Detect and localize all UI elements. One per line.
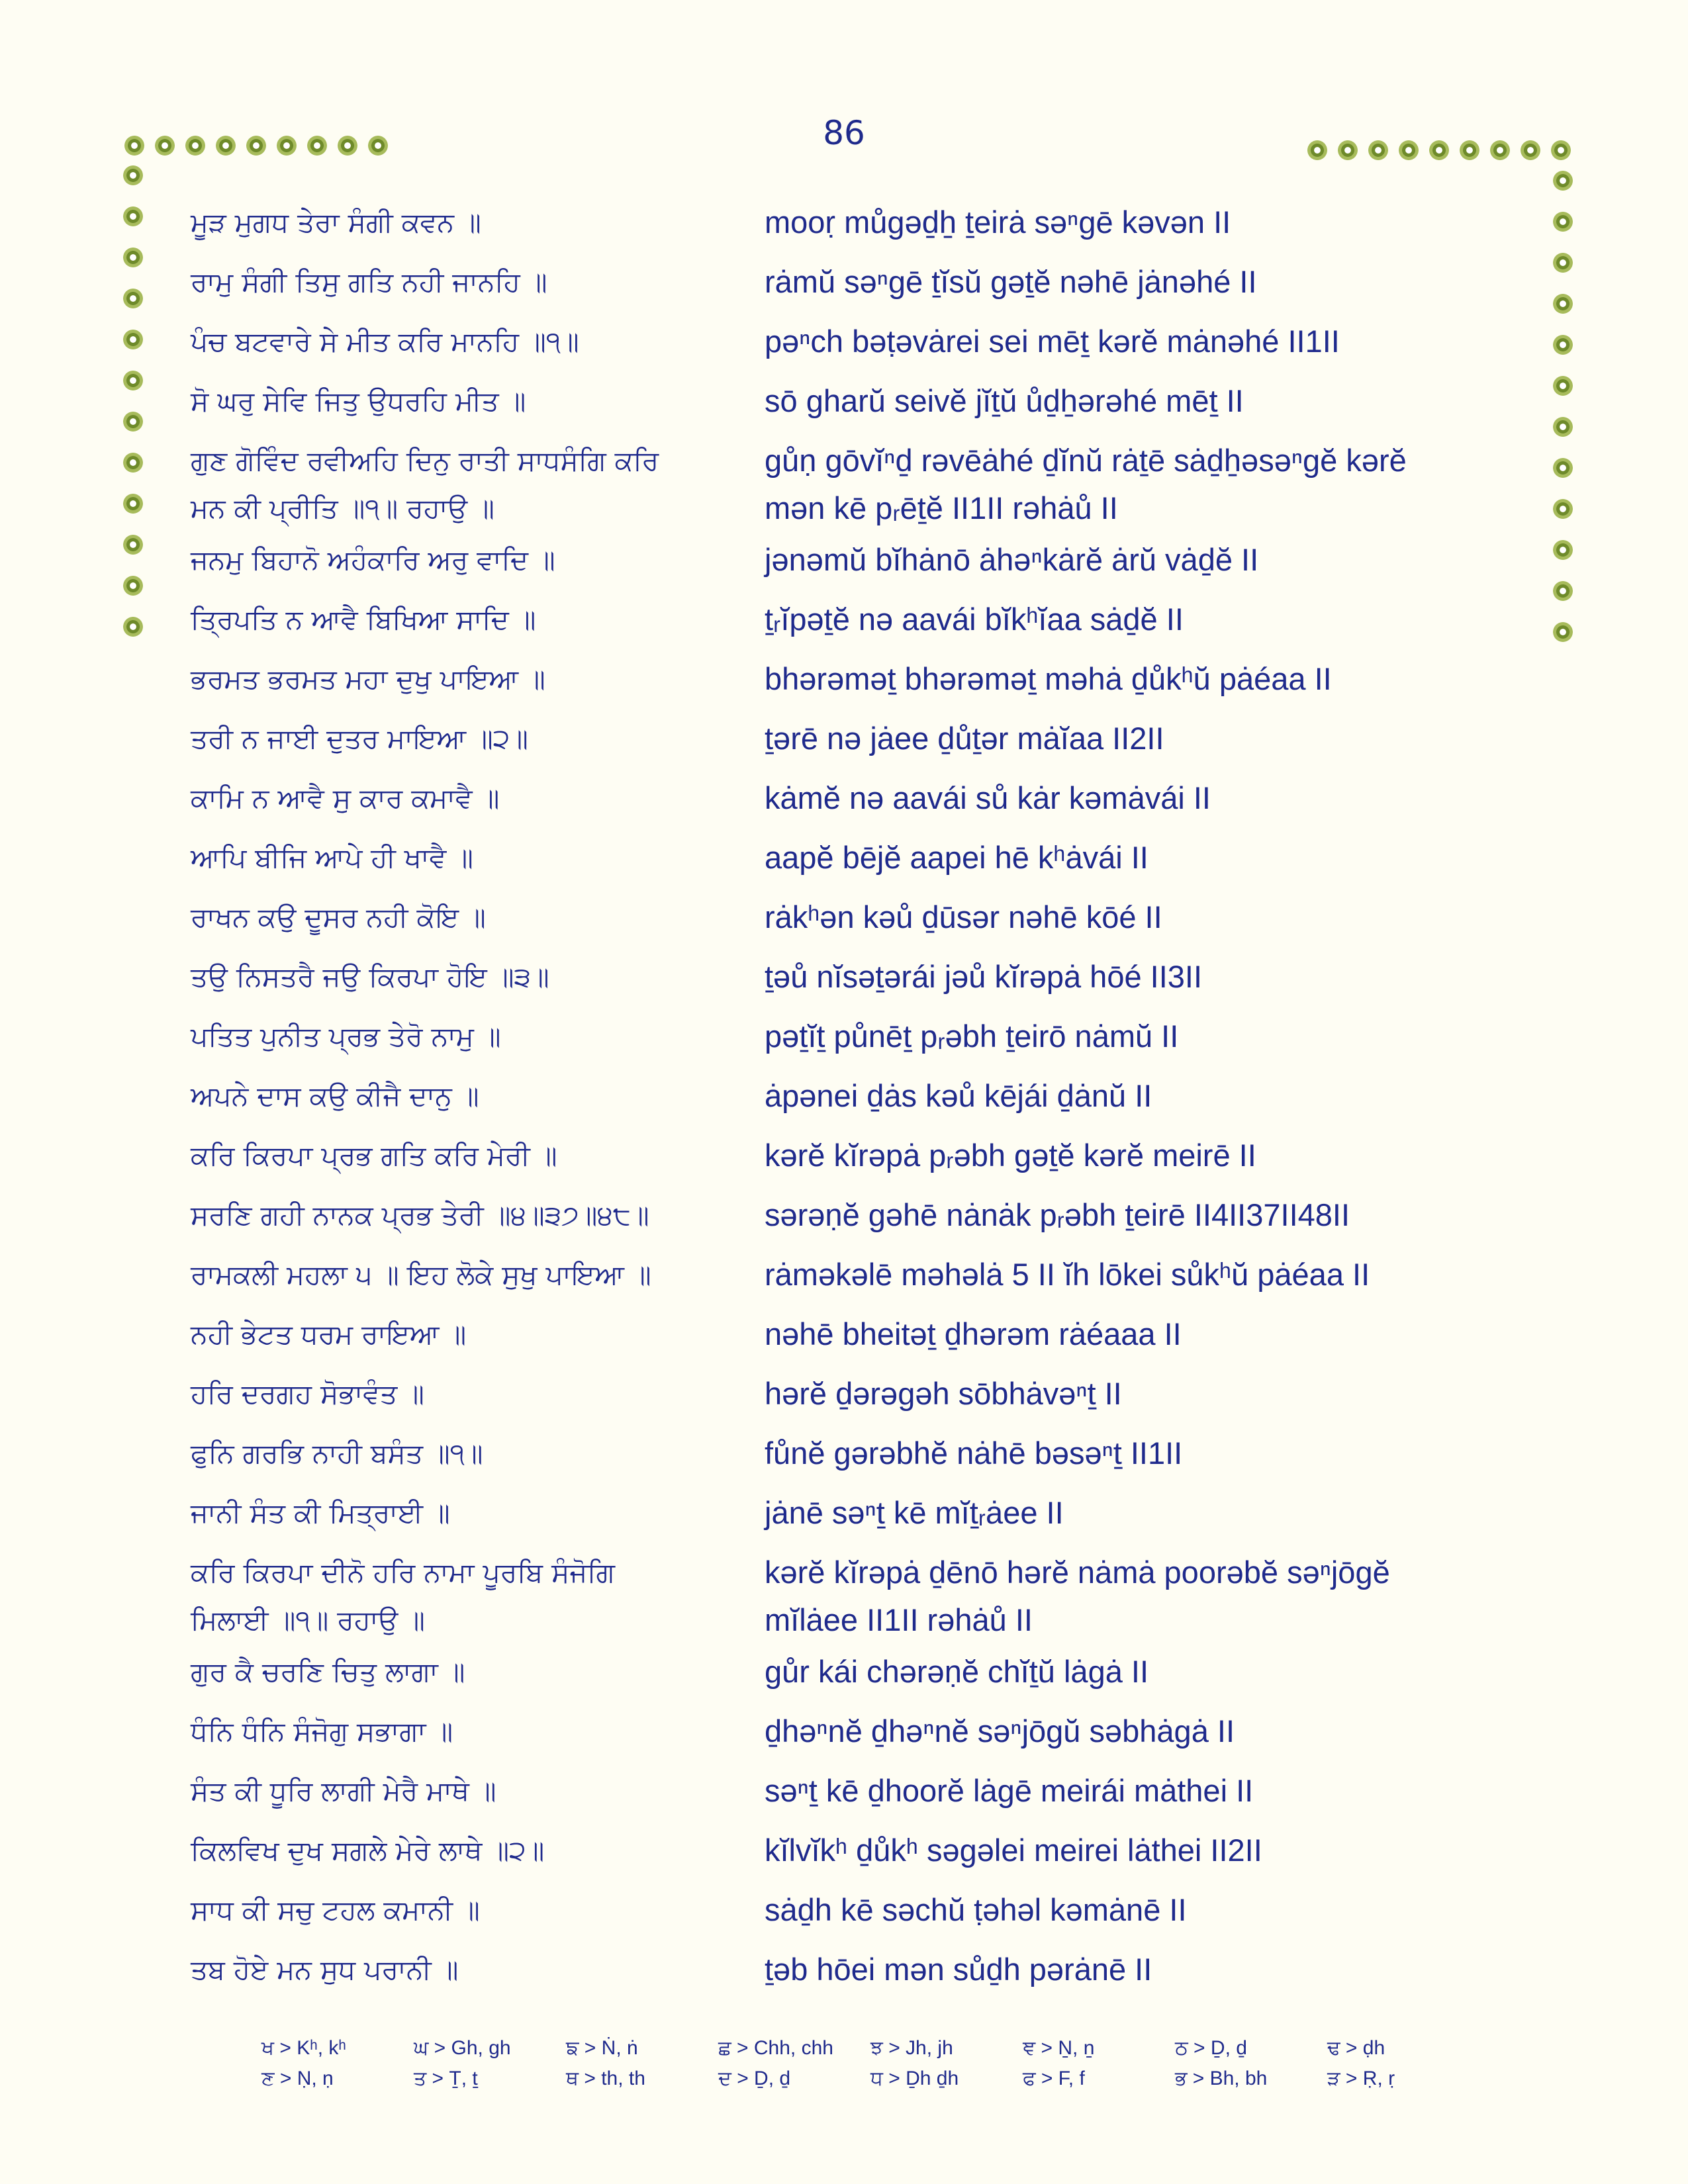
gurmukhi-text xyxy=(191,1549,720,1644)
gurmukhi-line: ਹਰਿ ਦਰਗਹ ਸੋਭਾਵੰਤ ॥ xyxy=(191,1378,424,1410)
gurmukhi-text xyxy=(191,1430,720,1477)
legend-item: ਞ > Ṉ, ṉ xyxy=(1023,2037,1095,2059)
transliteration-text xyxy=(765,655,1526,703)
transliteration-text xyxy=(765,536,1526,584)
transliteration-line: kərĕ kĭrəpȧ pᵣəbh gəṯĕ kərĕ meirē II xyxy=(765,1138,1256,1173)
transliteration-line: kərĕ kĭrəpȧ ḏēnō hərĕ nȧmȧ poorəbĕ səⁿjōgĕ xyxy=(765,1555,1390,1590)
ornament-right-column xyxy=(1553,171,1573,663)
gurmukhi-line: ਕਰਿ ਕਿਰਪਾ ਪ੍ਰਭ ਗਤਿ ਕਰਿ ਮੇਰੀ ॥ xyxy=(191,1140,557,1171)
gurmukhi-line: ਅਪਨੇ ਦਾਸ ਕਉ ਕੀਜੈ ਦਾਨੁ ॥ xyxy=(191,1080,479,1112)
legend-item: ਤ > Ṯ, ṯ xyxy=(414,2068,478,2089)
flower-icon xyxy=(123,535,143,555)
gurmukhi-line: ਤਉ ਨਿਸਤਰੈ ਜਉ ਕਿਰਪਾ ਹੋਇ ॥੩॥ xyxy=(191,961,549,993)
flower-icon xyxy=(1460,140,1479,160)
legend-item: ਫ > F, f xyxy=(1023,2068,1085,2089)
gurmukhi-text xyxy=(191,893,720,941)
gurmukhi-text xyxy=(191,1013,720,1060)
flower-icon xyxy=(124,136,144,156)
legend-item: ਝ > Jh, jh xyxy=(870,2037,953,2059)
flower-icon xyxy=(123,576,143,596)
gurmukhi-text xyxy=(191,258,720,306)
transliteration-line: aapĕ bējĕ aapei hē kʰȧvái II xyxy=(765,840,1149,875)
transliteration-line: mən kē pᵣēṯĕ II1II rəhȧů II xyxy=(765,490,1118,525)
transliteration-line: gůṇ gōvĭⁿḏ rəvēȧhé ḏĭnŭ rȧṯē sȧḏẖəsəⁿgĕ kərĕ xyxy=(765,443,1407,478)
flower-icon xyxy=(185,136,205,156)
transliteration-line: mooṛ můgəḏẖ ṯeirȧ səⁿgē kəvən II xyxy=(765,205,1231,240)
transliteration-text xyxy=(765,1489,1526,1537)
flower-icon xyxy=(123,617,143,637)
gurmukhi-text xyxy=(191,536,720,584)
gurmukhi-line: ਗੁਰ ਕੈ ਚਰਣਿ ਚਿਤੁ ਲਾਗਾ ॥ xyxy=(191,1656,465,1688)
flower-icon xyxy=(1307,140,1327,160)
ornament-top-right xyxy=(1307,140,1581,160)
flower-icon xyxy=(216,136,236,156)
gurmukhi-text xyxy=(191,596,720,643)
transliteration-text xyxy=(765,893,1526,941)
transliteration-text xyxy=(765,715,1526,762)
transliteration-text xyxy=(765,774,1526,822)
gurmukhi-line: ਰਾਮੁ ਸੰਗੀ ਤਿਸੁ ਗਤਿ ਨਹੀ ਜਾਨਹਿ ॥ xyxy=(191,266,547,298)
flower-icon xyxy=(123,165,143,185)
gurmukhi-text xyxy=(191,1251,720,1298)
gurmukhi-line: ਰਾਖਨ ਕਉ ਦੂਸਰ ਨਹੀ ਕੋਇ ॥ xyxy=(191,901,486,933)
flower-icon xyxy=(123,289,143,308)
gurmukhi-line: ਸਾਧ ਕੀ ਸਚੁ ਟਹਲ ਕਮਾਨੀ ॥ xyxy=(191,1894,480,1926)
gurmukhi-line: ਮਿਲਾਈ ॥੧॥ ਰਹਾਉ ॥ xyxy=(191,1604,425,1636)
transliteration-line: ṯᵣĭpəṯĕ nə aavái bĭkʰĭaa sȧḏĕ II xyxy=(765,602,1184,637)
flower-icon xyxy=(1521,140,1540,160)
gurmukhi-line: ਤਬ ਹੋਏ ਮਨ ਸੁਧ ਪਰਾਨੀ ॥ xyxy=(191,1954,459,1985)
transliteration-line: jȧnē səⁿṯ kē mĭṯᵣȧee II xyxy=(765,1495,1064,1530)
transliteration-text xyxy=(765,1191,1526,1239)
gurmukhi-line: ਭਰਮਤ ਭਰਮਤ ਮਹਾ ਦੁਖੁ ਪਾਇਆ ॥ xyxy=(191,663,545,695)
flower-icon xyxy=(1399,140,1419,160)
flower-icon xyxy=(1553,622,1573,642)
gurmukhi-text xyxy=(191,1132,720,1179)
transliteration-line: ṯəů nĭsəṯərái jəů kĭrəpȧ hōé II3II xyxy=(765,959,1203,994)
transliteration-text xyxy=(765,199,1526,246)
transliteration-line: sō gharŭ seivĕ jĭṯŭ ůḏẖərəhé mēṯ II xyxy=(765,383,1244,418)
gurmukhi-line: ਕਾਮਿ ਨ ਆਵੈ ਸੁ ਕਾਰ ਕਮਾਵੈ ॥ xyxy=(191,782,500,814)
gurmukhi-text xyxy=(191,834,720,882)
transliteration-line: pəⁿch bəṭəvȧrei sei mēṯ kərĕ mȧnəhé II1II xyxy=(765,324,1340,359)
gurmukhi-text xyxy=(191,318,720,365)
gurmukhi-text xyxy=(191,1191,720,1239)
flower-icon xyxy=(1553,212,1573,232)
gurmukhi-line: ਮੂੜ ਮੁਗਧ ਤੇਰਾ ਸੰਗੀ ਕਵਨ ॥ xyxy=(191,206,481,238)
ornament-left-column xyxy=(123,165,143,658)
legend-item: ਘ > Gh, gh xyxy=(414,2037,511,2059)
legend-item: ਙ > Ṅ, ṅ xyxy=(566,2037,638,2059)
legend-item: ਦ > Ḏ, ḏ xyxy=(718,2068,791,2089)
transliteration-line: sərəṇĕ gəhē nȧnȧk pᵣəbh ṯeirē II4II37II48II xyxy=(765,1197,1350,1232)
flower-icon xyxy=(277,136,297,156)
flower-icon xyxy=(1553,417,1573,437)
gurmukhi-text xyxy=(191,655,720,703)
transliteration-text xyxy=(765,596,1526,643)
flower-icon xyxy=(1553,458,1573,478)
flower-icon xyxy=(1553,376,1573,396)
gurmukhi-text xyxy=(191,1648,720,1696)
gurmukhi-line: ਧੰਨਿ ਧੰਨਿ ਸੰਜੋਗੁ ਸਭਾਗਾ ॥ xyxy=(191,1715,453,1747)
flower-icon xyxy=(368,136,388,156)
gurmukhi-text xyxy=(191,1370,720,1418)
flower-icon xyxy=(1553,171,1573,191)
gurmukhi-line: ਸੋ ਘਰੁ ਸੇਵਿ ਜਿਤੁ ਉਧਰਹਿ ਮੀਤ ॥ xyxy=(191,385,526,417)
gurmukhi-line: ਜਨਮੁ ਬਿਹਾਨੋ ਅਹੰਕਾਰਿ ਅਰੁ ਵਾਦਿ ॥ xyxy=(191,544,555,576)
legend-item: ਛ > Chh, chh xyxy=(718,2037,833,2059)
gurmukhi-text xyxy=(191,437,720,532)
gurmukhi-line: ਕਿਲਵਿਖ ਦੁਖ ਸਗਲੇ ਮੇਰੇ ਲਾਥੇ ॥੨॥ xyxy=(191,1835,545,1866)
flower-icon xyxy=(1368,140,1388,160)
gurmukhi-line: ਪੰਚ ਬਟਵਾਰੇ ਸੇ ਮੀਤ ਕਰਿ ਮਾਨਹਿ ॥੧॥ xyxy=(191,326,579,357)
transliteration-text xyxy=(765,1707,1526,1755)
transliteration-line: hərĕ ḏərəgəh sōbhȧvəⁿṯ II xyxy=(765,1376,1122,1411)
legend-item: ਥ > th, th xyxy=(566,2068,645,2089)
transliteration-text xyxy=(765,1132,1526,1179)
gurmukhi-line: ਫੁਨਿ ਗਰਭਿ ਨਾਹੀ ਬਸੰਤ ॥੧॥ xyxy=(191,1437,483,1469)
flower-icon xyxy=(1553,540,1573,560)
gurmukhi-text xyxy=(191,715,720,762)
transliteration-line: mĭlȧee II1II rəhȧů II xyxy=(765,1602,1033,1637)
gurmukhi-line: ਮਨ ਕੀ ਪ੍ਰੀਤਿ ॥੧॥ ਰਹਾਉ ॥ xyxy=(191,492,494,524)
transliteration-line: səⁿṯ kē ḏhoorĕ lȧgē meirái mȧthei II xyxy=(765,1773,1254,1808)
transliteration-line: ṯərē nə jȧee ḏůṯər mȧĭaa II2II xyxy=(765,721,1164,756)
gurmukhi-text xyxy=(191,1767,720,1815)
gurmukhi-line: ਸੰਤ ਕੀ ਧੂਰਿ ਲਾਗੀ ਮੇਰੈ ਮਾਥੇ ॥ xyxy=(191,1775,496,1807)
flower-icon xyxy=(123,330,143,349)
transliteration-line: sȧḏh kē səchŭ ṭəhəl kəmȧnē II xyxy=(765,1892,1187,1927)
flower-icon xyxy=(307,136,327,156)
legend-item: ਭ > Bh, bh xyxy=(1175,2068,1268,2089)
gurmukhi-text xyxy=(191,1886,720,1934)
legend-item: ਧ > Ḏh ḏh xyxy=(870,2068,959,2089)
transliteration-text xyxy=(765,1767,1526,1815)
gurmukhi-text xyxy=(191,377,720,425)
gurmukhi-text xyxy=(191,953,720,1001)
transliteration-line: fůnĕ gərəbhĕ nȧhē bəsəⁿṯ II1II xyxy=(765,1435,1183,1471)
gurmukhi-line: ਕਰਿ ਕਿਰਪਾ ਦੀਨੋ ਹਰਿ ਨਾਮਾ ਪੂਰਬਿ ਸੰਜੋਗਿ xyxy=(191,1557,615,1588)
transliteration-text xyxy=(765,1072,1526,1120)
transliteration-text xyxy=(765,377,1526,425)
flower-icon xyxy=(1553,253,1573,273)
flower-icon xyxy=(1429,140,1449,160)
flower-icon xyxy=(1553,335,1573,355)
legend-item: ਠ > Ḏ, ḏ xyxy=(1175,2037,1247,2059)
gurmukhi-text xyxy=(191,1072,720,1120)
gurmukhi-text xyxy=(191,1946,720,1993)
transliteration-text xyxy=(765,1251,1526,1298)
flower-icon xyxy=(123,453,143,473)
transliteration-text xyxy=(765,437,1526,532)
flower-icon xyxy=(123,412,143,432)
gurmukhi-line: ਤਰੀ ਨ ਜਾਈ ਦੁਤਰ ਮਾਇਆ ॥੨॥ xyxy=(191,723,528,754)
transliteration-text xyxy=(765,1827,1526,1874)
transliteration-text xyxy=(765,318,1526,365)
transliteration-legend xyxy=(261,2037,1479,2090)
gurmukhi-text xyxy=(191,1827,720,1874)
gurmukhi-line: ਸਰਣਿ ਗਹੀ ਨਾਨਕ ਪ੍ਰਭ ਤੇਰੀ ॥੪॥੩੭॥੪੮॥ xyxy=(191,1199,649,1231)
gurmukhi-line: ਰਾਮਕਲੀ ਮਹਲਾ ੫ ॥ ਇਹ ਲੋਕੇ ਸੁਖੁ ਪਾਇਆ ॥ xyxy=(191,1259,651,1291)
gurmukhi-text xyxy=(191,1489,720,1537)
legend-item: ਢ > ḍh xyxy=(1327,2037,1385,2059)
gurmukhi-text xyxy=(191,1707,720,1755)
transliteration-line: kȧmĕ nə aavái sů kȧr kəmȧvái II xyxy=(765,780,1211,815)
gurmukhi-text xyxy=(191,774,720,822)
transliteration-line: rȧmŭ səⁿgē ṯĭsŭ gəṯĕ nəhē jȧnəhé II xyxy=(765,264,1257,299)
gurmukhi-line: ਨਹੀ ਭੇਟਤ ਧਰਮ ਰਾਇਆ ॥ xyxy=(191,1318,467,1350)
gurmukhi-line: ਪਤਿਤ ਪੁਨੀਤ ਪ੍ਰਭ ਤੇਰੋ ਨਾਮੁ ॥ xyxy=(191,1021,501,1052)
flower-icon xyxy=(123,248,143,267)
gurmukhi-line: ਆਪਿ ਬੀਜਿ ਆਪੇ ਹੀ ਖਾਵੈ ॥ xyxy=(191,842,473,874)
gurmukhi-text xyxy=(191,199,720,246)
transliteration-text xyxy=(765,258,1526,306)
gurmukhi-text xyxy=(191,1310,720,1358)
transliteration-line: jənəmŭ bĭhȧnō ȧhəⁿkȧrĕ ȧrŭ vȧḏĕ II xyxy=(765,542,1259,577)
transliteration-text xyxy=(765,834,1526,882)
transliteration-line: nəhē bheitəṯ ḏhərəm rȧéaaa II xyxy=(765,1316,1182,1351)
transliteration-text xyxy=(765,1370,1526,1418)
legend-item: ਣ > Ṇ, ṇ xyxy=(261,2068,334,2089)
transliteration-line: bhərəməṯ bhərəməṯ məhȧ ḏůkʰŭ pȧéaa II xyxy=(765,661,1332,696)
flower-icon xyxy=(1490,140,1510,160)
legend-item: ੜ > Ṛ, ṛ xyxy=(1327,2068,1395,2089)
flower-icon xyxy=(1553,294,1573,314)
transliteration-line: ṯəb hōei mən sůḏh pərȧnē II xyxy=(765,1952,1152,1987)
page-number: 86 xyxy=(823,114,865,152)
transliteration-line: rȧkʰən kəů ḏūsər nəhē kōé II xyxy=(765,899,1162,934)
transliteration-line: ȧpənei ḏȧs kəů kējái ḏȧnŭ II xyxy=(765,1078,1152,1113)
ornament-top-left xyxy=(124,136,399,156)
flower-icon xyxy=(123,206,143,226)
flower-icon xyxy=(1551,140,1571,160)
transliteration-line: gůr kái chərəṇĕ chĭṯŭ lȧgȧ II xyxy=(765,1654,1149,1689)
transliteration-line: rȧməkəlē məhəlȧ 5 II ĭh lōkei sůkʰŭ pȧéaa II xyxy=(765,1257,1370,1292)
transliteration-line: ḏhəⁿnĕ ḏhəⁿnĕ səⁿjōgŭ səbhȧgȧ II xyxy=(765,1713,1235,1749)
flower-icon xyxy=(246,136,266,156)
legend-item: ਖ > Kʰ, kʰ xyxy=(261,2037,346,2059)
flower-icon xyxy=(1553,581,1573,601)
transliteration-text xyxy=(765,1549,1526,1644)
flower-icon xyxy=(123,371,143,390)
gurmukhi-line: ਜਾਨੀ ਸੰਤ ਕੀ ਮਿਤ੍ਰਾਈ ॥ xyxy=(191,1497,450,1529)
gurmukhi-line: ਗੁਣ ਗੋਵਿੰਦ ਰਵੀਅਹਿ ਦਿਨੁ ਰਾਤੀ ਸਾਧਸੰਗਿ ਕਰਿ xyxy=(191,445,659,477)
flower-icon xyxy=(123,494,143,514)
flower-icon xyxy=(338,136,357,156)
transliteration-text xyxy=(765,1946,1526,1993)
flower-icon xyxy=(155,136,175,156)
transliteration-text xyxy=(765,1886,1526,1934)
transliteration-line: pəṯĭṯ půnēṯ pᵣəbh ṯeirō nȧmŭ II xyxy=(765,1019,1179,1054)
transliteration-text xyxy=(765,1648,1526,1696)
gurmukhi-line: ਤ੍ਰਿਪਤਿ ਨ ਆਵੈ ਬਿਖਿਆ ਸਾਦਿ ॥ xyxy=(191,604,536,635)
transliteration-text xyxy=(765,1013,1526,1060)
transliteration-text xyxy=(765,1430,1526,1477)
transliteration-text xyxy=(765,1310,1526,1358)
flower-icon xyxy=(1553,499,1573,519)
transliteration-text xyxy=(765,953,1526,1001)
flower-icon xyxy=(1338,140,1358,160)
transliteration-line: kĭlvĭkʰ ḏůkʰ səgəlei meirei lȧthei II2II xyxy=(765,1833,1262,1868)
